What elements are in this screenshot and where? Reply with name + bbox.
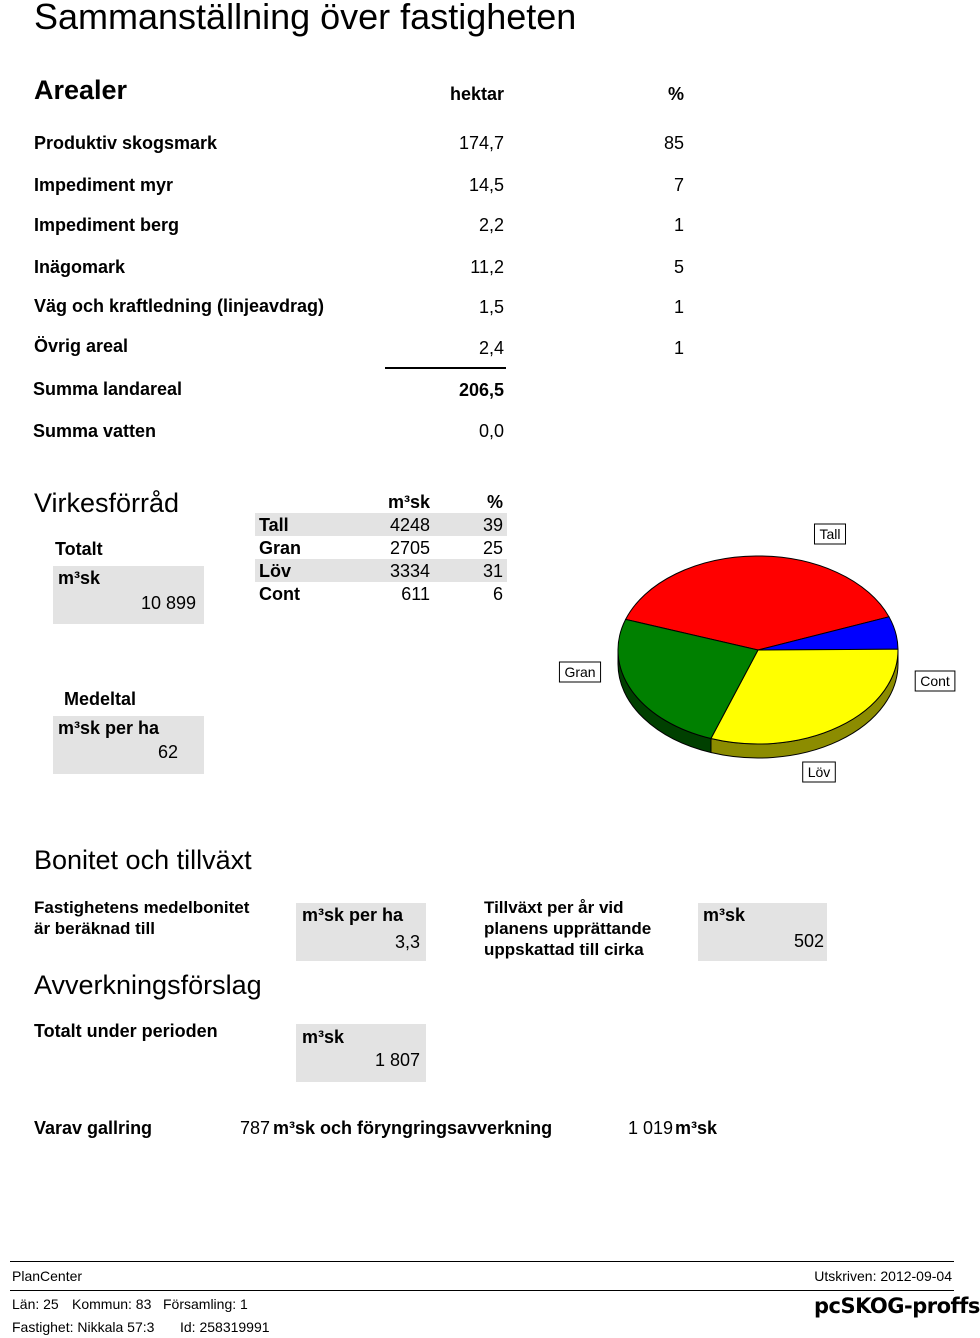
species-label: Löv xyxy=(259,561,292,581)
page-title: Sammanställning över fastigheten xyxy=(34,0,577,37)
col-hektar-header: hektar xyxy=(449,84,504,104)
pie-label-tall xyxy=(814,524,845,544)
totalt-label: Totalt xyxy=(55,539,103,559)
areal-row-pct: 1 xyxy=(673,297,684,317)
areal-row-label: Impediment berg xyxy=(34,215,180,235)
foryngring-unit: m³sk xyxy=(675,1118,718,1138)
areal-row-ha: 2,2 xyxy=(478,215,504,235)
tillvaxt-label-3: uppskattad till cirka xyxy=(484,940,644,959)
utskriven-date: Utskriven: 2012-09-04 xyxy=(814,1268,952,1284)
summa-landareal-value: 206,5 xyxy=(458,380,504,400)
avverkning-totalt-label: Totalt under perioden xyxy=(34,1021,218,1041)
areal-row-pct: 7 xyxy=(673,175,684,195)
medeltal-value: 62 xyxy=(157,742,178,762)
medeltal-unit: m³sk per ha xyxy=(58,718,160,738)
arealer-heading: Arealer xyxy=(34,75,128,105)
tillvaxt-label-2: planens upprättande xyxy=(484,919,652,938)
svg-text:Cont: Cont xyxy=(920,673,950,689)
footer-top-rule xyxy=(10,1261,954,1262)
species-label: Gran xyxy=(259,538,302,558)
id-label: Id: 258319991 xyxy=(180,1319,270,1335)
gallring-value: 787 xyxy=(240,1118,271,1138)
tillvaxt-unit: m³sk xyxy=(703,905,746,925)
areal-row-pct: 1 xyxy=(673,338,684,358)
col-pct-header: % xyxy=(667,84,684,104)
avverkning-value: 1 807 xyxy=(374,1050,420,1070)
fastighet-label: Fastighet: Nikkala 57:3 xyxy=(12,1319,155,1335)
totalt-volume-box xyxy=(53,566,204,624)
tillvaxt-box xyxy=(698,903,827,961)
summa-vatten-label: Summa vatten xyxy=(33,421,157,441)
bonitet-heading: Bonitet och tillväxt xyxy=(34,845,252,875)
areal-row-ha: 2,4 xyxy=(478,338,504,358)
bonitet-value: 3,3 xyxy=(394,932,420,952)
volume-pct-header: % xyxy=(486,492,503,512)
areal-row-ha: 14,5 xyxy=(468,175,504,195)
plancenter-label: PlanCenter xyxy=(12,1268,83,1284)
medelbonitet-label-1: Fastighetens medelbonitet xyxy=(34,898,250,917)
summa-vatten-value: 0,0 xyxy=(478,421,504,441)
medeltal-box xyxy=(53,716,204,774)
forsamling-label: Församling: 1 xyxy=(163,1296,248,1312)
medeltal-label: Medeltal xyxy=(64,689,137,709)
species-pct: 39 xyxy=(482,515,503,535)
species-label: Cont xyxy=(259,584,300,604)
pie-top xyxy=(618,556,898,744)
areal-row-ha: 1,5 xyxy=(478,297,504,317)
areal-row-ha: 11,2 xyxy=(470,257,504,277)
avverkning-unit: m³sk xyxy=(302,1027,345,1047)
varav-gallring-label: Varav gallring xyxy=(34,1118,153,1138)
medelbonitet-label-2: är beräknad till xyxy=(34,919,155,938)
avverkning-box xyxy=(296,1024,426,1082)
svg-text:Tall: Tall xyxy=(819,526,841,542)
pie-label-löv xyxy=(803,762,836,782)
tillvaxt-value: 502 xyxy=(793,931,824,951)
areal-row-pct: 5 xyxy=(673,257,684,277)
kommun-label: Kommun: 83 xyxy=(72,1296,152,1312)
sum-divider xyxy=(385,367,506,369)
species-pct: 6 xyxy=(492,584,503,604)
areal-row-ha: 174,7 xyxy=(458,133,504,153)
pie-label-cont xyxy=(915,671,955,691)
species-volume: 3334 xyxy=(389,561,430,581)
areal-row-label: Väg och kraftledning (linjeavdrag) xyxy=(34,296,325,316)
avverkning-heading: Avverkningsförslag xyxy=(34,970,262,1000)
svg-text:Gran: Gran xyxy=(564,664,596,680)
areal-row-pct: 85 xyxy=(663,133,684,153)
pie-label-gran xyxy=(559,662,600,682)
areal-row-label: Impediment myr xyxy=(34,175,174,195)
areal-row-label: Inägomark xyxy=(34,257,126,277)
virkesforrad-heading: Virkesförråd xyxy=(34,488,180,518)
species-pct: 31 xyxy=(482,561,503,581)
summa-landareal-label: Summa landareal xyxy=(33,379,183,399)
totalt-value: 10 899 xyxy=(140,593,196,613)
species-volume: 611 xyxy=(401,584,430,604)
species-pct: 25 xyxy=(482,538,503,558)
bonitet-box xyxy=(296,903,426,961)
gallring-text: m³sk och föryngringsavverkning xyxy=(273,1118,553,1138)
species-volume: 2705 xyxy=(389,538,430,558)
lan-label: Län: 25 xyxy=(12,1296,59,1312)
totalt-unit: m³sk xyxy=(58,568,101,588)
bonitet-unit: m³sk per ha xyxy=(302,905,404,925)
areal-row-label: Produktiv skogsmark xyxy=(34,133,218,153)
species-label: Tall xyxy=(259,515,289,535)
pie-chart xyxy=(540,510,960,800)
species-volume: 4248 xyxy=(389,515,430,535)
footer-mid-rule xyxy=(10,1290,954,1291)
tillvaxt-label-1: Tillväxt per år vid xyxy=(484,898,624,917)
pcskog-logo: pcSKOG-proffs xyxy=(814,1294,980,1318)
foryngring-value: 1 019 xyxy=(628,1118,674,1138)
svg-text:Löv: Löv xyxy=(807,764,831,780)
areal-row-label: Övrig areal xyxy=(34,336,129,356)
areal-row-pct: 1 xyxy=(673,215,684,235)
volume-col-header: m³sk xyxy=(387,492,430,512)
